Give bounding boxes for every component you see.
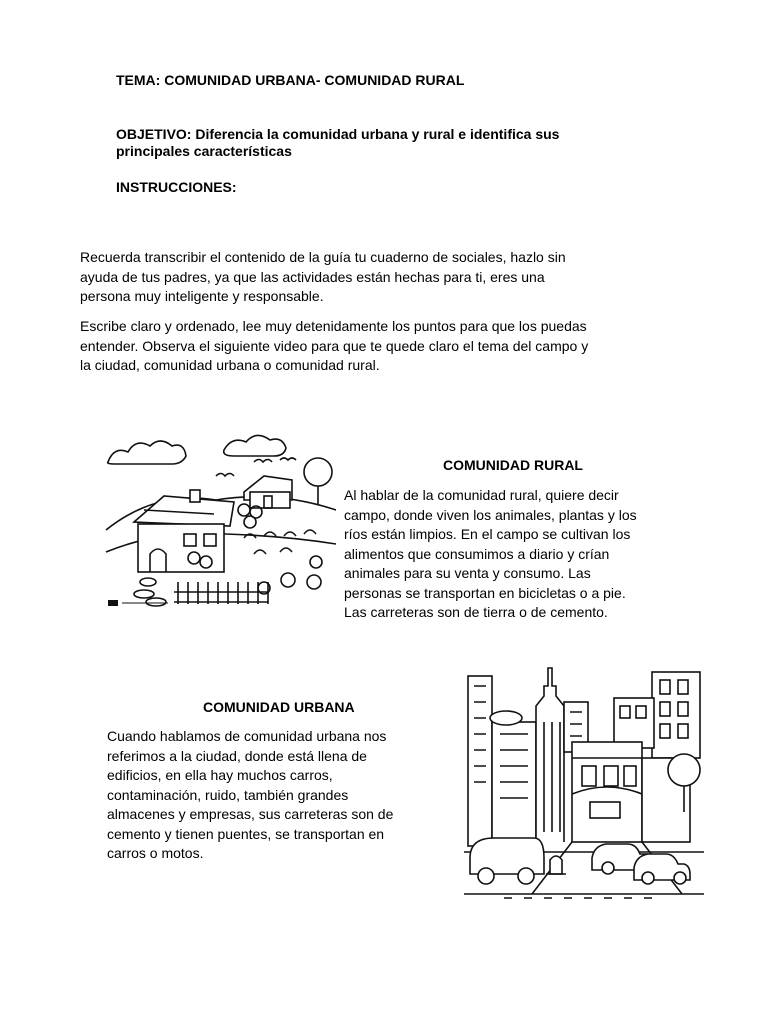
paragraph-line: Escribe claro y ordenado, lee muy detenidamente los puntos para que los puedas — [80, 318, 587, 334]
objective-line-1: OBJETIVO: Diferencia la comunidad urbana y rural e identifica sus — [116, 126, 560, 142]
urban-description — [107, 727, 393, 864]
city-image — [464, 662, 704, 908]
paragraph-line: Recuerda transcribir el contenido de la guía tu cuaderno de sociales, hazlo sin — [80, 249, 566, 265]
paragraph-line: cemento y tienen puentes, se transportan en — [107, 825, 385, 842]
rural-description — [344, 486, 637, 623]
paragraph-line: alimentos que consumimos a diario y crían — [344, 545, 610, 562]
paragraph-line: animales para su venta y consumo. Las — [344, 565, 591, 581]
paragraph-line: personas se transportan en bicicletas o a pie. — [344, 584, 626, 601]
paragraph-line: campo, donde viven los animales, plantas y los — [344, 506, 637, 523]
paragraph-line: Cuando hablamos de comunidad urbana nos — [107, 728, 387, 744]
paragraph-line: entender. Observa el siguiente video para que te quede claro el tema del campo y — [80, 337, 589, 354]
countryside-image — [104, 432, 336, 610]
paragraph-line: ayuda de tus padres, ya que las actividades están hechas para ti, eres una — [80, 268, 545, 285]
paragraph-line: contaminación, ruido, también grandes — [107, 786, 349, 803]
paragraph-line: Al hablar de la comunidad rural, quiere decir — [344, 487, 619, 503]
paragraph-line: Las carreteras son de tierra o de cemento. — [344, 604, 608, 620]
page-title: TEMA: COMUNIDAD URBANA- COMUNIDAD RURAL — [116, 72, 465, 88]
paragraph-line: ríos están limpios. En el campo se cultivan los — [344, 526, 631, 542]
intro-paragraph-1 — [80, 248, 566, 307]
paragraph-line: carros o motos. — [107, 845, 204, 861]
paragraph-line: almacenes y empresas, sus carreteras son de — [107, 806, 394, 822]
instructions-heading: INSTRUCCIONES: — [116, 179, 237, 195]
paragraph-line: referimos a la ciudad, donde está llena de — [107, 747, 367, 764]
rural-section-title: COMUNIDAD RURAL — [443, 457, 583, 473]
paragraph-line: persona muy inteligente y responsable. — [80, 288, 324, 304]
intro-paragraph-2 — [80, 317, 588, 376]
paragraph-line: la ciudad, comunidad urbana o comunidad rural. — [80, 357, 380, 373]
paragraph-line: edificios, en ella hay muchos carros, — [107, 767, 333, 783]
urban-section-title: COMUNIDAD URBANA — [203, 699, 355, 715]
objective-line-2: principales características — [116, 143, 292, 159]
